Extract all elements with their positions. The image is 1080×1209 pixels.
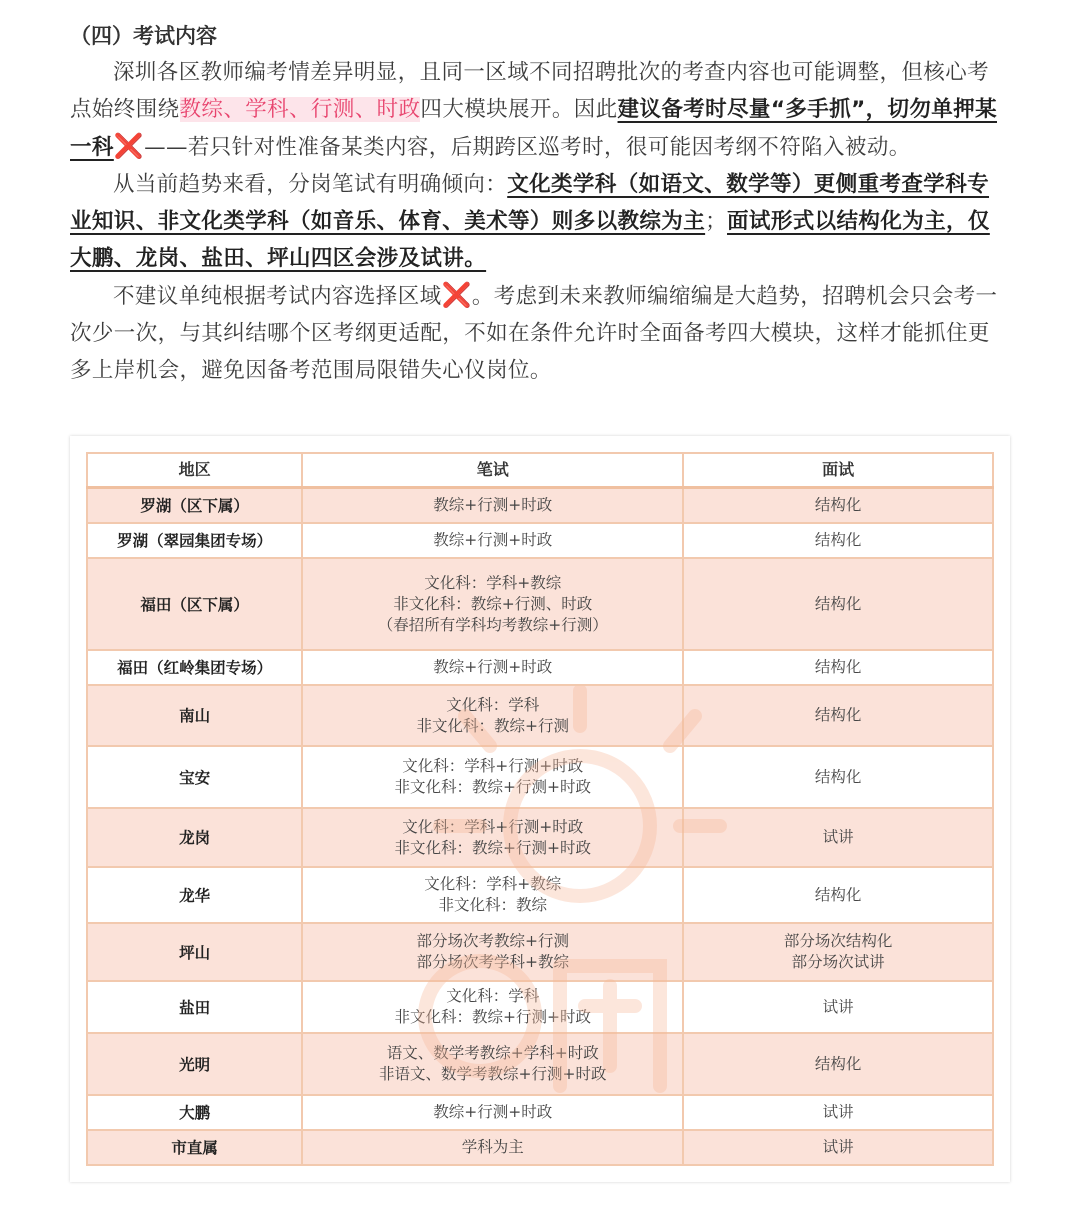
cell-interview-line: 结构化 bbox=[814, 1054, 862, 1073]
header-written: 笔试 bbox=[302, 453, 683, 487]
cell-interview bbox=[683, 808, 993, 867]
cell-written bbox=[302, 1130, 683, 1165]
p1-highlight: 教综、学科、行测、时政 bbox=[179, 97, 421, 122]
paragraph-3 bbox=[70, 277, 1010, 389]
cell-region: 罗湖（区下属） bbox=[87, 487, 302, 523]
cell-interview bbox=[683, 1130, 993, 1165]
cell-region: 福田（区下属） bbox=[87, 558, 302, 650]
cell-written-line: 学科为主 bbox=[461, 1138, 524, 1156]
cell-written-line: 非文化科：教综+行测+时政 bbox=[394, 778, 592, 796]
cell-written-line: 非文化科：教综+行测+时政 bbox=[394, 838, 592, 857]
cell-interview-line: 试讲 bbox=[822, 1103, 854, 1121]
header-interview: 面试 bbox=[683, 453, 993, 487]
cell-written bbox=[302, 808, 683, 867]
p3-text-a: 不建议单纯根据考试内容选择区域 bbox=[113, 284, 442, 309]
cell-written bbox=[302, 650, 683, 685]
cell-written-line: 部分场次考教综+行测 bbox=[416, 932, 570, 950]
table-row bbox=[87, 1033, 993, 1095]
cell-interview-line: 试讲 bbox=[822, 997, 854, 1016]
cell-written-line: 教综+行测+时政 bbox=[433, 495, 553, 514]
cell-interview bbox=[683, 523, 993, 558]
cell-interview-line: 部分场次试讲 bbox=[791, 953, 885, 971]
cross-icon: ❌ bbox=[113, 132, 145, 160]
p3-text-b: 。考虑到未来教师编缩编是大趋势，招聘机会只会考一次少一次，与其纠结哪个区考纲更适配，不如在条件允许时全面备考四大模块，这样才能抓住更多上岸机会，避免因备考范围局限错失心仪岗位。 bbox=[70, 284, 998, 383]
cell-interview-line: 结构化 bbox=[814, 706, 862, 724]
cell-written-line: 教综+行测+时政 bbox=[433, 531, 553, 549]
cell-written-line: 非语文、数学考教综+行测+时政 bbox=[379, 1065, 607, 1083]
table-header-row bbox=[87, 453, 993, 487]
cell-written bbox=[302, 523, 683, 558]
cell-interview-line: 试讲 bbox=[822, 1138, 854, 1156]
cell-interview bbox=[683, 923, 993, 981]
cell-interview bbox=[683, 487, 993, 523]
cell-region: 大鹏 bbox=[87, 1095, 302, 1130]
table-row bbox=[87, 487, 993, 523]
table-row bbox=[87, 558, 993, 650]
cell-written bbox=[302, 685, 683, 746]
article-section bbox=[70, 18, 1010, 389]
table-row bbox=[87, 523, 993, 558]
cell-written-line: 非文化科：教综 bbox=[438, 896, 548, 914]
cell-region: 坪山 bbox=[87, 923, 302, 981]
cell-interview-line: 结构化 bbox=[814, 767, 862, 786]
p1-text-c: ——若只针对性准备某类内容，后期跨区巡考时，很可能因考纲不符陷入被动。 bbox=[144, 135, 911, 160]
table-row bbox=[87, 808, 993, 867]
cell-interview-line: 部分场次结构化 bbox=[783, 932, 893, 950]
cell-written-line: 非文化科：教综+行测+时政 bbox=[394, 1008, 592, 1026]
cell-region: 罗湖（翠园集团专场） bbox=[87, 523, 302, 558]
p2-text-a: 从当前趋势来看，分岗笔试有明确倾向： bbox=[113, 172, 508, 197]
p2-separator: ； bbox=[705, 209, 728, 234]
cell-interview-line: 结构化 bbox=[814, 495, 862, 514]
cell-interview-line: 结构化 bbox=[814, 531, 862, 549]
p1-underline: 建议备考时尽量“多手抓”，切勿单押某一科 bbox=[70, 97, 997, 160]
cell-written-line: 部分场次考学科+教综 bbox=[416, 953, 570, 971]
cell-written bbox=[302, 746, 683, 808]
cell-written-line: 教综+行测+时政 bbox=[433, 1103, 553, 1121]
cell-written bbox=[302, 981, 683, 1033]
cell-region: 光明 bbox=[87, 1033, 302, 1095]
cross-icon: ❌ bbox=[441, 281, 472, 309]
cell-written-line: 文化科：学科 bbox=[446, 987, 540, 1005]
cell-interview-line: 结构化 bbox=[814, 885, 862, 904]
cell-written-line: 非文化科：教综+行测、时政 bbox=[393, 594, 593, 613]
cell-region: 市直属 bbox=[87, 1130, 302, 1165]
cell-written-line: 文化科：学科+教综 bbox=[424, 875, 562, 893]
cell-written-line: 教综+行测+时政 bbox=[433, 658, 553, 676]
cell-interview-line: 试讲 bbox=[822, 828, 854, 846]
cell-written-line: 文化科：学科+教综 bbox=[424, 573, 562, 592]
cell-interview-line: 结构化 bbox=[814, 594, 862, 613]
table-row bbox=[87, 650, 993, 685]
cell-written-line: 语文、数学考教综+学科+时政 bbox=[386, 1044, 599, 1062]
cell-region: 宝安 bbox=[87, 746, 302, 808]
cell-interview bbox=[683, 558, 993, 650]
cell-written-line: （春招所有学科均考教综+行测） bbox=[377, 615, 608, 634]
cell-written bbox=[302, 867, 683, 923]
cell-interview-line: 结构化 bbox=[814, 658, 862, 676]
paragraph-2 bbox=[70, 166, 1010, 277]
cell-written bbox=[302, 1095, 683, 1130]
cell-written-line: 文化科：学科+行测+时政 bbox=[402, 757, 584, 775]
section-heading: （四）考试内容 bbox=[70, 24, 217, 48]
cell-written-line: 文化科：学科 bbox=[446, 695, 540, 714]
table-row bbox=[87, 981, 993, 1033]
header-region: 地区 bbox=[87, 453, 302, 487]
cell-region: 龙华 bbox=[87, 867, 302, 923]
cell-written-line: 文化科：学科+行测+时政 bbox=[402, 817, 584, 836]
p1-text-b: 四大模块展开。因此 bbox=[420, 97, 618, 122]
table-row bbox=[87, 685, 993, 746]
cell-region: 南山 bbox=[87, 685, 302, 746]
cell-interview bbox=[683, 1033, 993, 1095]
exam-table bbox=[86, 452, 994, 1166]
table-row bbox=[87, 923, 993, 981]
table-row bbox=[87, 1130, 993, 1165]
table-row bbox=[87, 1095, 993, 1130]
p1-text-a: 深圳各区教师编考情差异明显，且同一区域不同招聘批次的考查内容也可能调整，但核心考点始终围绕 bbox=[70, 60, 990, 122]
cell-interview bbox=[683, 981, 993, 1033]
p2-underline-2: 面试形式以结构化为主，仅大鹏、龙岗、盐田、坪山四区会涉及试讲。 bbox=[70, 209, 990, 271]
paragraph-1 bbox=[70, 54, 1010, 166]
cell-written bbox=[302, 558, 683, 650]
cell-written bbox=[302, 1033, 683, 1095]
cell-interview bbox=[683, 867, 993, 923]
cell-interview bbox=[683, 685, 993, 746]
cell-written bbox=[302, 923, 683, 981]
cell-region: 龙岗 bbox=[87, 808, 302, 867]
cell-region: 盐田 bbox=[87, 981, 302, 1033]
cell-interview bbox=[683, 1095, 993, 1130]
cell-written bbox=[302, 487, 683, 523]
cell-interview bbox=[683, 650, 993, 685]
exam-table-card bbox=[70, 436, 1010, 1182]
cell-written-line: 非文化科：教综+行测 bbox=[416, 716, 570, 735]
cell-interview bbox=[683, 746, 993, 808]
p2-underline-1: 文化类学科（如语文、数学等）更侧重考查学科专业知识、非文化类学科（如音乐、体育、美术等）则多以教综为主 bbox=[70, 172, 990, 234]
cell-region: 福田（红岭集团专场） bbox=[87, 650, 302, 685]
table-row bbox=[87, 867, 993, 923]
table-body bbox=[87, 487, 993, 1165]
table-row bbox=[87, 746, 993, 808]
